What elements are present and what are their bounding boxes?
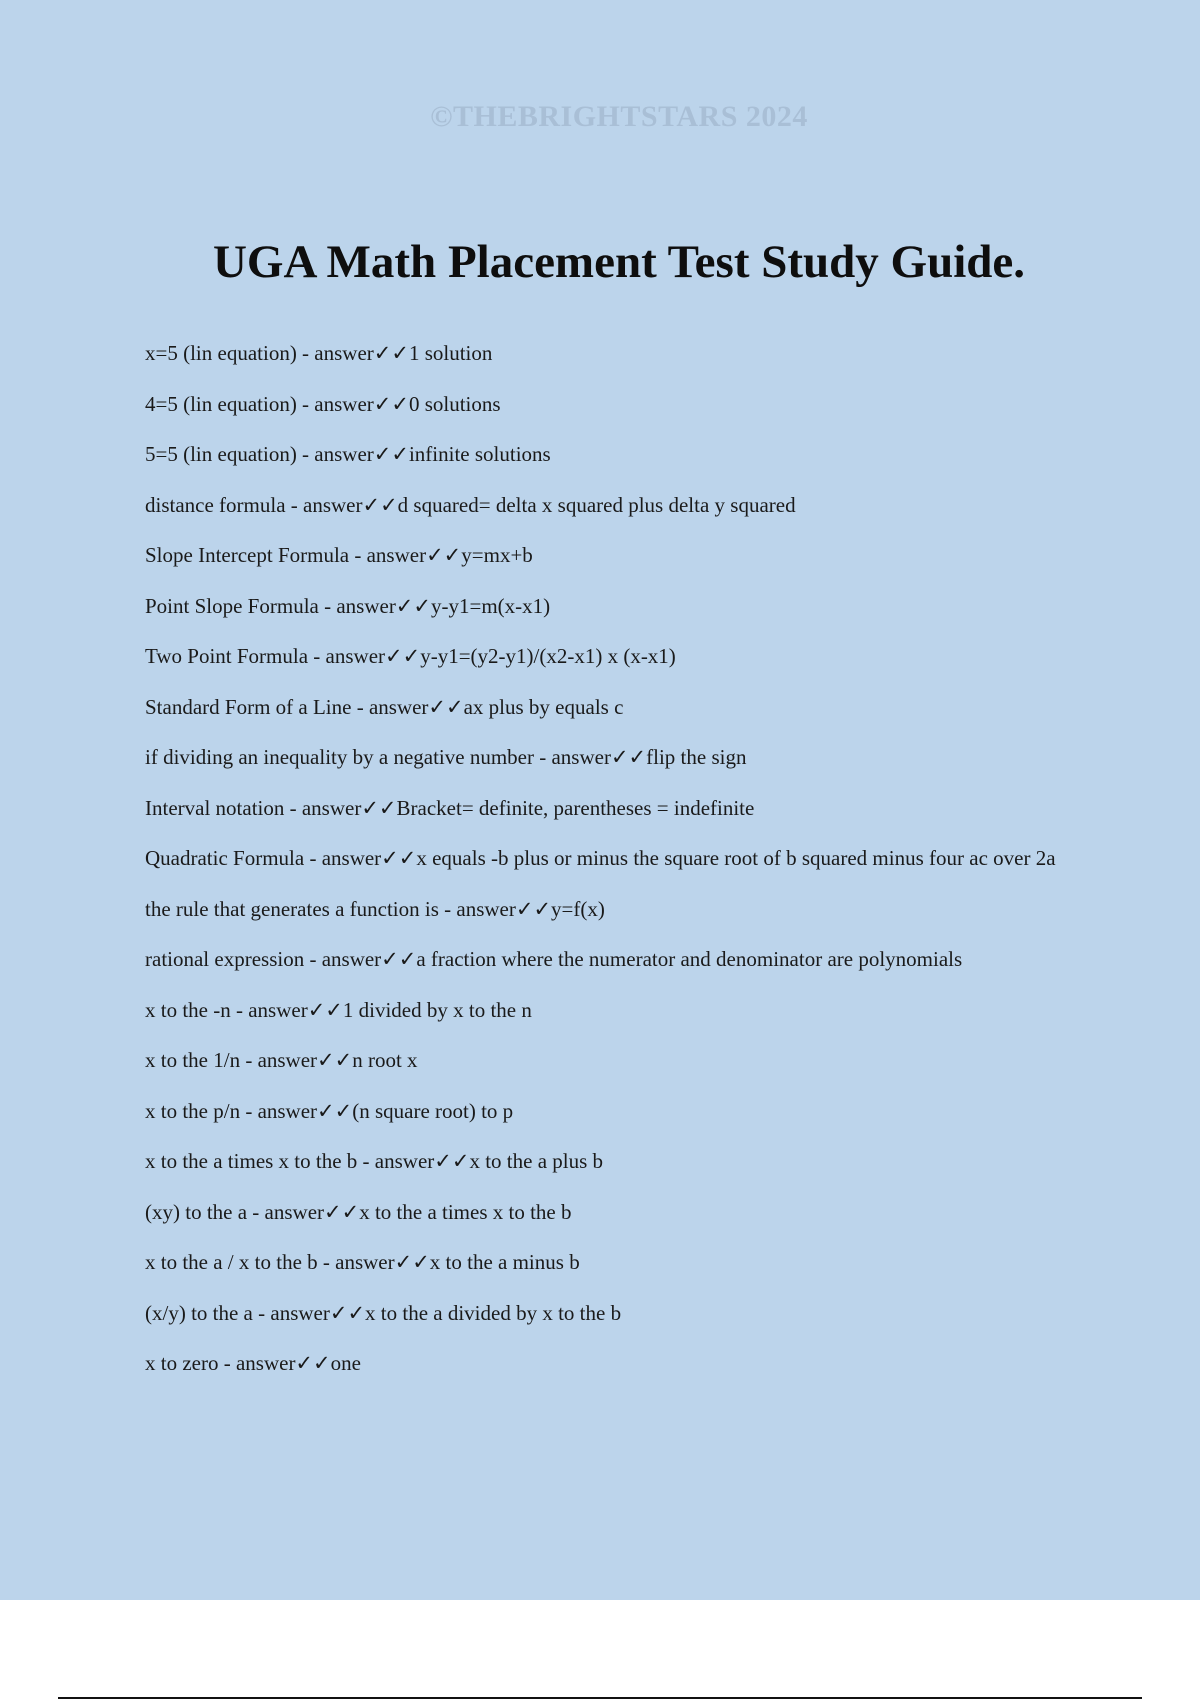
list-item: (xy) to the a - answer✓✓x to the a times x to the b [145, 1199, 572, 1224]
list-item: x to the p/n - answer✓✓(n square root) to p [145, 1098, 514, 1123]
list-item: x to zero - answer✓✓one [145, 1351, 361, 1375]
list-item: x=5 (lin equation) - answer✓✓1 solution [145, 341, 493, 365]
list-item: if dividing an inequality by a negative number - answer✓✓flip the sign [145, 745, 747, 769]
list-item: Standard Form of a Line - answer✓✓ax plus by equals c [145, 694, 624, 719]
list-item: 4=5 (lin equation) - answer✓✓0 solutions [145, 391, 501, 416]
list-item: distance formula - answer✓✓d squared= delta x squared plus delta y squared [145, 492, 796, 517]
list-item: rational expression - answer✓✓a fraction where the numerator and denominator are polynomials [145, 947, 963, 971]
page-title: UGA Math Placement Test Study Guide. [212, 236, 1026, 288]
list-item: x to the 1/n - answer✓✓n root x [145, 1048, 418, 1072]
list-item: x to the a times x to the b - answer✓✓x to the a plus b [145, 1149, 604, 1173]
list-item: x to the a / x to the b - answer✓✓x to the a minus b [145, 1250, 580, 1274]
list-item: x to the -n - answer✓✓1 divided by x to the n [145, 997, 532, 1022]
list-item: 5=5 (lin equation) - answer✓✓infinite solutions [145, 442, 551, 466]
list-item: the rule that generates a function is - answer✓✓y=f(x) [145, 896, 605, 921]
list-item: Quadratic Formula - answer✓✓x equals -b plus or minus the square root of b squared minus four ac over 2a [145, 846, 1056, 870]
list-item: Slope Intercept Formula - answer✓✓y=mx+b [145, 543, 533, 567]
list-item: Point Slope Formula - answer✓✓y-y1=m(x-x1) [145, 593, 551, 618]
copyright-watermark: ©THEBRIGHTSTARS 2024 [430, 100, 808, 133]
study-guide-list [145, 338, 1095, 1399]
list-item: (x/y) to the a - answer✓✓x to the a divided by x to the b [145, 1300, 622, 1325]
list-item: Two Point Formula - answer✓✓y-y1=(y2-y1)/(x2-x1) x (x-x1) [145, 644, 676, 668]
footer-divider [58, 1697, 1142, 1699]
list-item: Interval notation - answer✓✓Bracket= definite, parentheses = indefinite [145, 795, 755, 820]
